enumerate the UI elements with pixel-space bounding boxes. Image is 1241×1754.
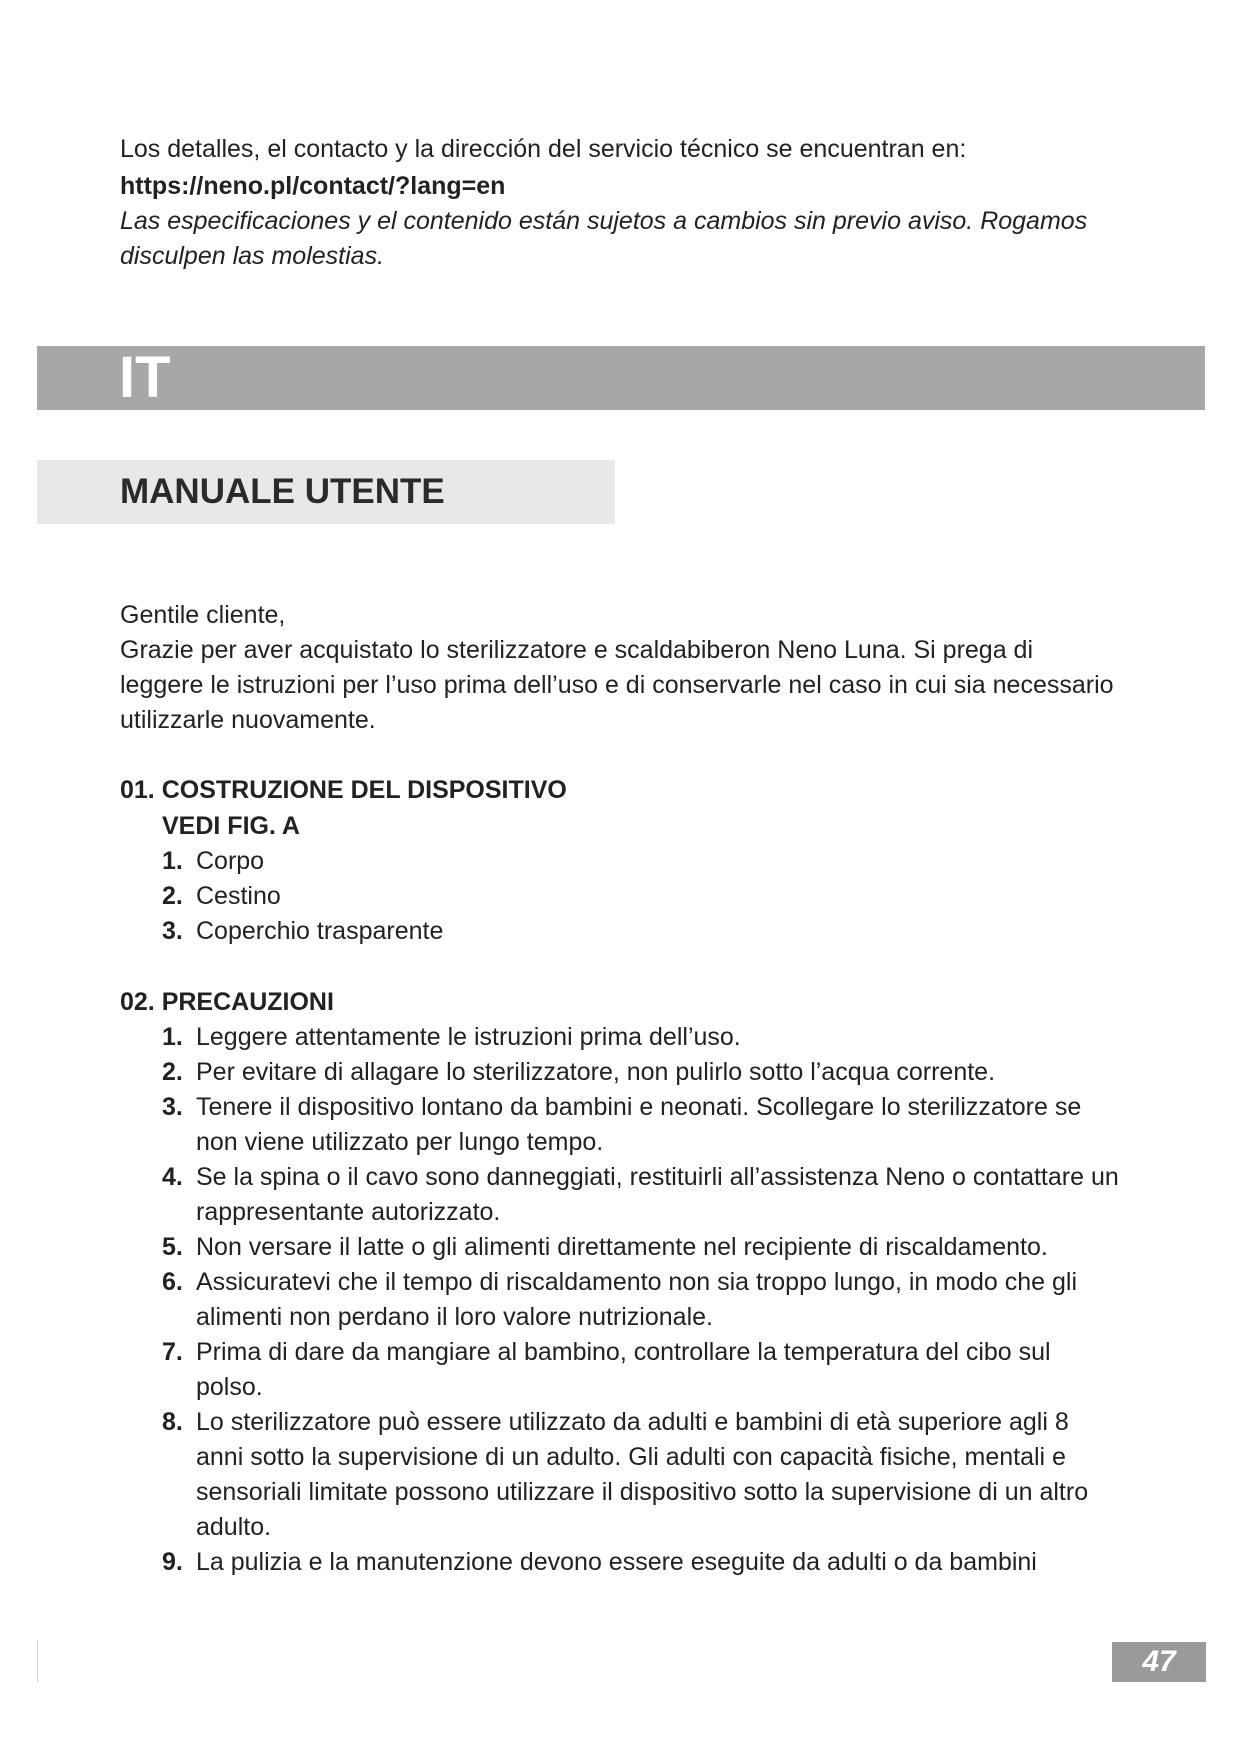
list-item xyxy=(120,1405,1120,1545)
section-precautions xyxy=(120,984,1120,1580)
item-number: 7. xyxy=(162,1338,183,1366)
list-item xyxy=(120,1055,1120,1090)
item-number: 9. xyxy=(162,1548,183,1576)
disclaimer-note: Las especificaciones y el contenido están sujetos a cambios sin previo aviso. Rogamos disculpen las molestias. xyxy=(120,207,1088,270)
list-item xyxy=(120,1020,1120,1055)
list-item xyxy=(120,914,1120,949)
item-number: 3. xyxy=(162,1093,183,1121)
precautions-list xyxy=(120,1020,1120,1580)
item-number: 1. xyxy=(162,1023,183,1051)
intro-block xyxy=(120,598,1120,738)
item-text: La pulizia e la manutenzione devono essere eseguite da adulti o da bambini xyxy=(196,1548,1037,1576)
section-heading: 02. PRECAUZIONI xyxy=(120,988,334,1016)
list-item xyxy=(120,1265,1120,1335)
section-subheading: VEDI FIG. A xyxy=(162,812,300,840)
list-item xyxy=(120,1545,1120,1580)
section-heading: 01. COSTRUZIONE DEL DISPOSITIVO xyxy=(120,776,567,804)
item-text: Prima di dare da mangiare al bambino, controllare la temperatura del cibo sul polso. xyxy=(196,1338,1051,1401)
language-code: IT xyxy=(119,345,171,410)
contact-text: Los detalles, el contacto y la dirección del servicio técnico se encuentran en: xyxy=(120,135,967,163)
list-item xyxy=(120,1160,1120,1230)
list-item xyxy=(120,1230,1120,1265)
item-text: Se la spina o il cavo sono danneggiati, restituirli all’assistenza Neno o contattare un rappresentante autorizzato. xyxy=(196,1163,1119,1226)
item-number: 2. xyxy=(162,882,183,910)
intro-body: Grazie per aver acquistato lo sterilizzatore e scaldabiberon Neno Luna. Si prega di leggere le istruzioni per l’uso prima dell’uso e di conservarle nel caso in cui sia necessario utilizzarle nuovamente. xyxy=(120,636,1114,734)
item-number: 4. xyxy=(162,1163,183,1191)
item-text: Cestino xyxy=(196,882,281,910)
spanish-contact-block xyxy=(120,132,1120,274)
item-text: Per evitare di allagare lo sterilizzatore, non pulirlo sotto l’acqua corrente. xyxy=(196,1058,996,1086)
language-section-bar xyxy=(37,346,1205,410)
page-number-badge: 47 xyxy=(1112,1642,1206,1682)
item-text: Corpo xyxy=(196,847,265,875)
contact-url[interactable]: https://neno.pl/contact/?lang=en xyxy=(120,172,506,200)
list-item xyxy=(120,1335,1120,1405)
greeting: Gentile cliente, xyxy=(120,601,286,629)
item-text: Leggere attentamente le istruzioni prima dell’uso. xyxy=(196,1023,741,1051)
list-item xyxy=(120,844,1120,879)
section-device-construction xyxy=(120,772,1120,949)
manual-title-bar xyxy=(37,460,615,524)
list-item xyxy=(120,879,1120,914)
manual-title: MANUALE UTENTE xyxy=(120,472,445,511)
item-text: Coperchio trasparente xyxy=(196,917,444,945)
parts-list xyxy=(120,844,1120,949)
list-item xyxy=(120,1090,1120,1160)
item-number: 2. xyxy=(162,1058,183,1086)
item-number: 8. xyxy=(162,1408,183,1436)
item-number: 5. xyxy=(162,1233,183,1261)
item-text: Tenere il dispositivo lontano da bambini e neonati. Scollegare lo sterilizzatore se non viene utilizzato per lungo tempo. xyxy=(196,1093,1082,1156)
item-number: 6. xyxy=(162,1268,183,1296)
item-number: 3. xyxy=(162,917,183,945)
item-text: Lo sterilizzatore può essere utilizzato da adulti e bambini di età superiore agli 8 anni sotto la supervisione di un adulto. Gli adulti con capacità fisiche, mentali e sensoriali limitate possono utilizzare il dispositivo sotto la supervisione di un altro adulto. xyxy=(196,1408,1089,1541)
side-rule-divider xyxy=(37,1640,38,1682)
item-text: Assicuratevi che il tempo di riscaldamento non sia troppo lungo, in modo che gli alimenti non perdano il loro valore nutrizionale. xyxy=(196,1268,1078,1331)
item-text: Non versare il latte o gli alimenti direttamente nel recipiente di riscaldamento. xyxy=(196,1233,1048,1261)
item-number: 1. xyxy=(162,847,183,875)
